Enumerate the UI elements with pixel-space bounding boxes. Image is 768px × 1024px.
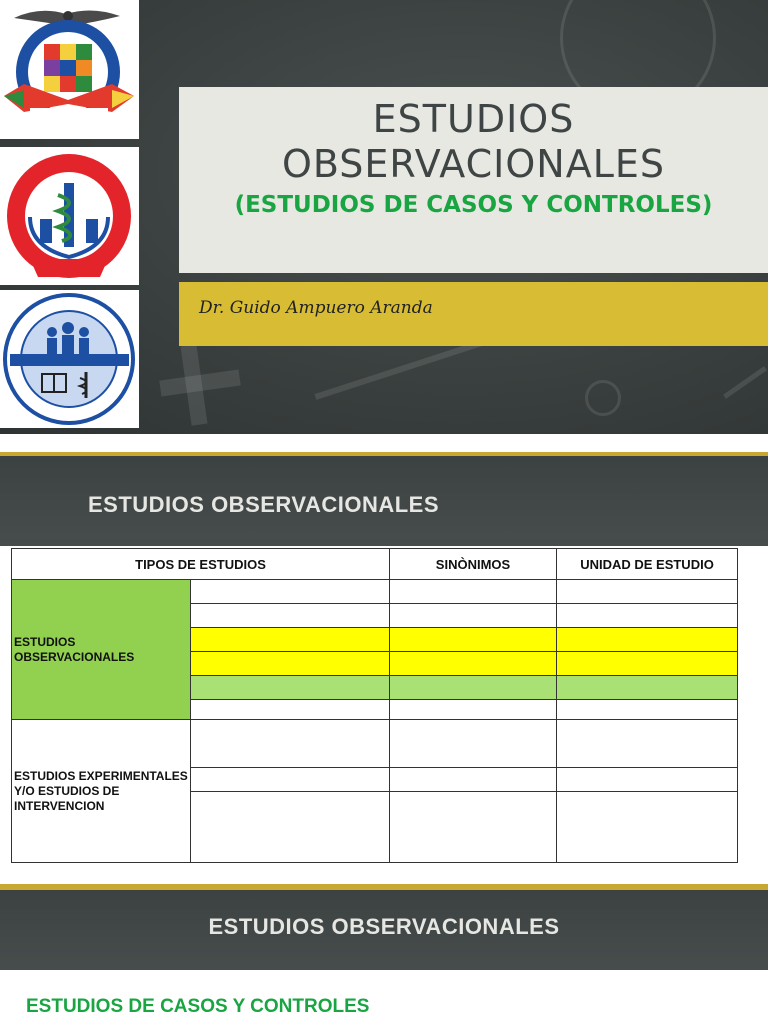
column-header: SINÒNIMOS bbox=[390, 549, 557, 580]
table-cell bbox=[191, 720, 390, 768]
table-cell-highlighted bbox=[390, 676, 557, 700]
table-cell bbox=[557, 720, 738, 768]
table-cell bbox=[557, 580, 738, 604]
table-cell-highlighted bbox=[390, 652, 557, 676]
table-cell bbox=[390, 792, 557, 863]
table-cell bbox=[390, 720, 557, 768]
table-cell bbox=[191, 768, 390, 792]
slide-title: ESTUDIOS OBSERVACIONALES bbox=[208, 914, 560, 939]
slide-title: ESTUDIOS OBSERVACIONALES bbox=[88, 492, 440, 517]
chalk-line-doodle bbox=[723, 366, 767, 399]
group-label-observational: ESTUDIOS OBSERVACIONALES bbox=[12, 580, 191, 720]
slide-title-line1: ESTUDIOS bbox=[372, 97, 575, 141]
title-slide bbox=[0, 0, 768, 434]
table-cell-highlighted bbox=[191, 676, 390, 700]
public-health-department-logo bbox=[0, 290, 139, 428]
public-health-seal-icon bbox=[0, 290, 139, 428]
table-cell bbox=[191, 700, 390, 720]
table-cell-highlighted bbox=[557, 676, 738, 700]
section-slide bbox=[0, 884, 768, 1024]
table-cell bbox=[390, 604, 557, 628]
table-cell bbox=[390, 700, 557, 720]
author-bar bbox=[179, 282, 768, 346]
table-cell-highlighted bbox=[557, 652, 738, 676]
table-cell-highlighted bbox=[557, 628, 738, 652]
slide-header-band bbox=[0, 890, 768, 970]
table-header-row bbox=[12, 549, 738, 580]
slide-subtitle: (ESTUDIOS DE CASOS Y CONTROLES) bbox=[234, 192, 713, 218]
table-cell bbox=[557, 792, 738, 863]
table-cell-highlighted bbox=[390, 628, 557, 652]
table-cell bbox=[390, 768, 557, 792]
table-cell bbox=[191, 792, 390, 863]
slide-title-line2: OBSERVACIONALES bbox=[281, 142, 666, 186]
table-row bbox=[12, 580, 738, 604]
table-cell bbox=[557, 604, 738, 628]
slide-header-band bbox=[0, 456, 768, 546]
table-row bbox=[12, 720, 738, 768]
table-cell bbox=[557, 768, 738, 792]
table-cell bbox=[557, 700, 738, 720]
university-crest-icon bbox=[0, 0, 139, 139]
column-header: UNIDAD DE ESTUDIO bbox=[557, 549, 738, 580]
table-cell-highlighted bbox=[191, 652, 390, 676]
column-header: TIPOS DE ESTUDIOS bbox=[12, 549, 390, 580]
section-subtitle: ESTUDIOS DE CASOS Y CONTROLES bbox=[26, 996, 370, 1017]
author-name: Dr. Guido Ampuero Aranda bbox=[199, 298, 433, 318]
study-types-table bbox=[11, 548, 738, 863]
chalk-circle-doodle bbox=[585, 380, 621, 416]
table-cell-highlighted bbox=[191, 628, 390, 652]
table-cell bbox=[191, 580, 390, 604]
medicine-faculty-seal-icon bbox=[0, 147, 139, 285]
medicine-faculty-logo bbox=[0, 147, 139, 285]
table-cell bbox=[390, 580, 557, 604]
table-cell bbox=[191, 604, 390, 628]
group-label-experimental: ESTUDIOS EXPERIMENTALES Y/O ESTUDIOS DE INTERVENCION bbox=[12, 720, 191, 863]
title-box bbox=[179, 87, 768, 273]
university-logo bbox=[0, 0, 139, 139]
table-slide bbox=[0, 452, 768, 874]
